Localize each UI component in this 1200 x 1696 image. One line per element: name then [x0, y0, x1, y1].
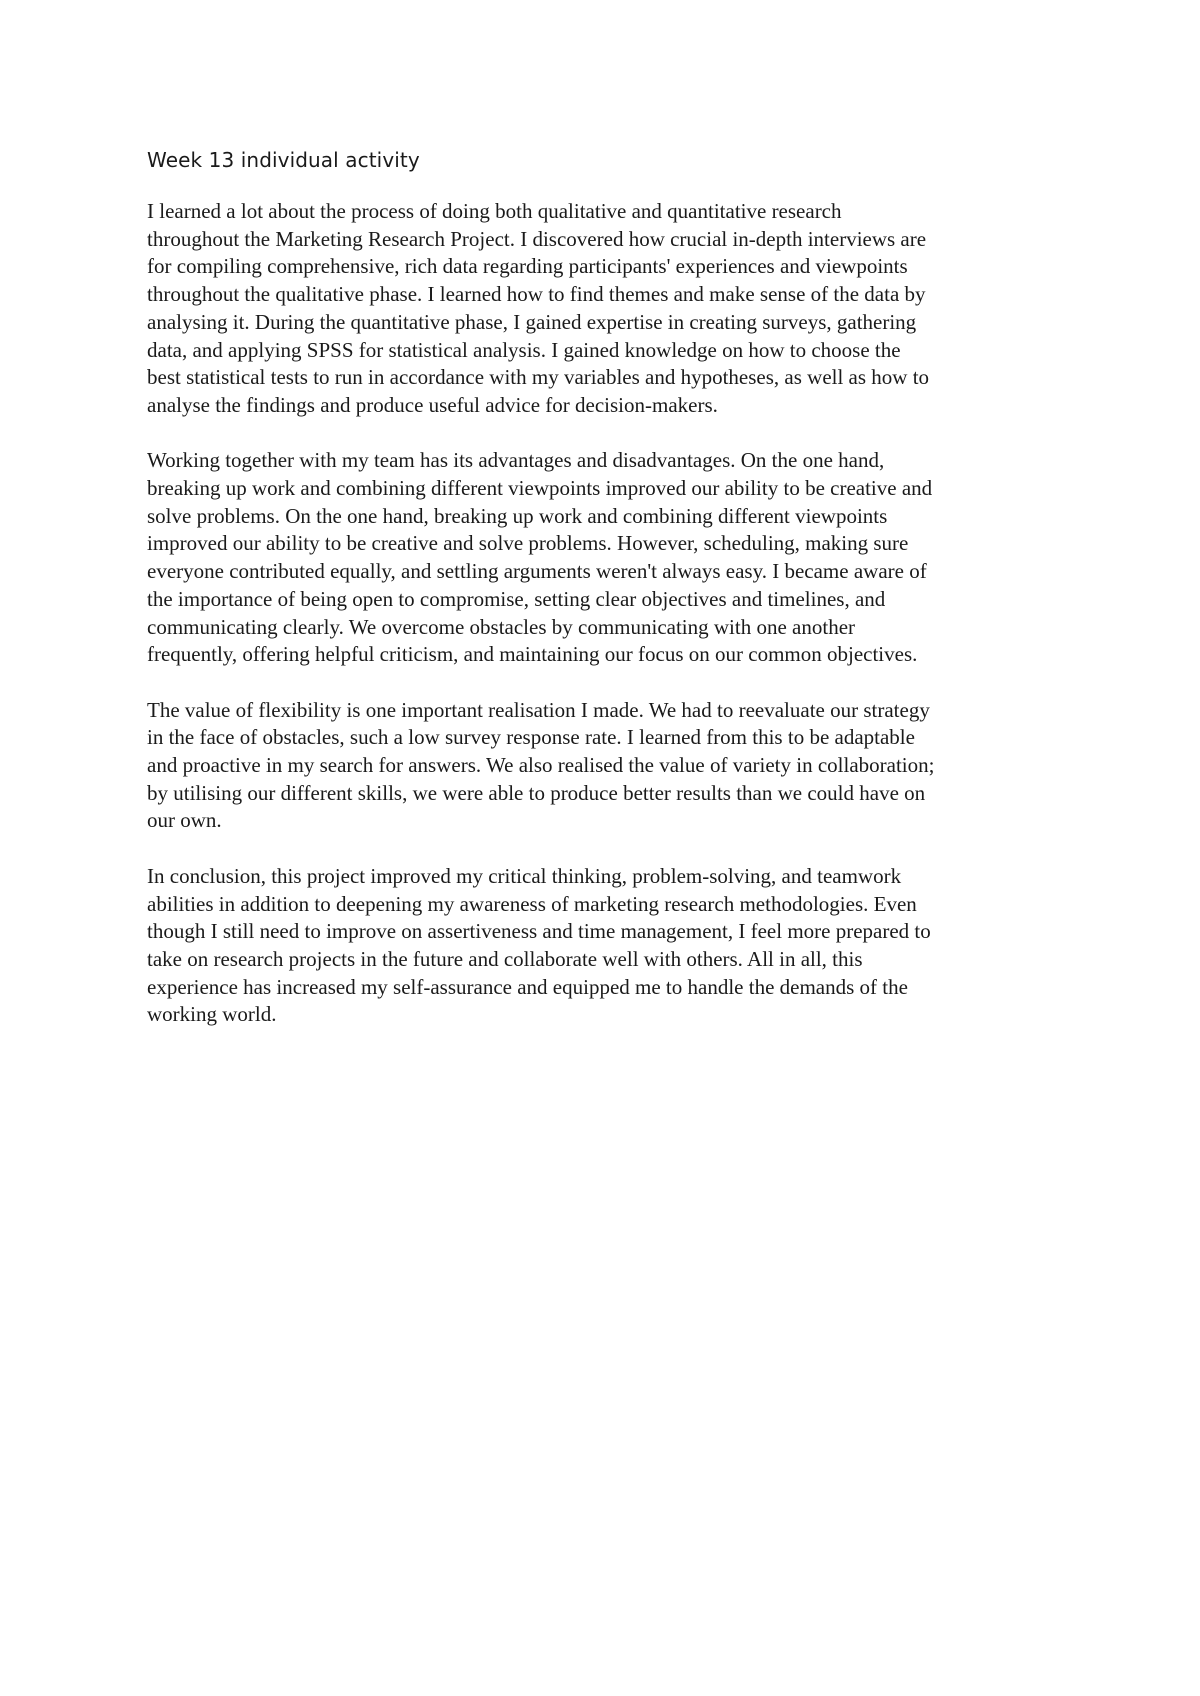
- text-line: for compiling comprehensive, rich data regarding participants' experiences and viewpoints: [147, 254, 908, 279]
- text-line: by utilising our different skills, we were able to produce better results than we could have on: [147, 780, 926, 805]
- text-line: experience has increased my self-assurance and equipped me to handle the demands of the: [147, 974, 908, 999]
- text-line: In conclusion, this project improved my critical thinking, problem-solving, and teamwork: [147, 863, 902, 888]
- text-line: and proactive in my search for answers. We also realised the value of variety in collaboration;: [147, 753, 935, 778]
- paragraph-flexibility: [147, 697, 1067, 836]
- text-line: analysing it. During the quantitative phase, I gained expertise in creating surveys, gathering: [147, 309, 917, 334]
- paragraph-conclusion: [147, 863, 1067, 1029]
- text-line: everyone contributed equally, and settling arguments weren't always easy. I became aware of: [147, 559, 927, 584]
- text-line: I learned a lot about the process of doing both qualitative and quantitative research: [147, 199, 842, 223]
- document-content: [147, 146, 1067, 1057]
- text-line: communicating clearly. We overcome obstacles by communicating with one another: [147, 614, 856, 639]
- text-line: abilities in addition to deepening my awareness of marketing research methodologies. Even: [147, 891, 917, 916]
- text-line: in the face of obstacles, such a low survey response rate. I learned from this to be adaptable: [147, 725, 915, 750]
- text-line: data, and applying SPSS for statistical analysis. I gained knowledge on how to choose the: [147, 337, 901, 362]
- text-line: improved our ability to be creative and solve problems. However, scheduling, making sure: [147, 531, 909, 556]
- text-line: though I still need to improve on assertiveness and time management, I feel more prepared to: [147, 919, 931, 944]
- text-line: best statistical tests to run in accordance with my variables and hypotheses, as well as how to: [147, 365, 930, 390]
- document-title: Week 13 individual activity: [147, 148, 420, 172]
- text-line: solve problems. On the one hand, breaking up work and combining different viewpoints: [147, 503, 888, 528]
- text-line: working world.: [147, 1002, 277, 1027]
- text-line: Working together with my team has its advantages and disadvantages. On the one hand,: [147, 448, 885, 473]
- text-line: throughout the qualitative phase. I learned how to find themes and make sense of the data by: [147, 282, 926, 307]
- text-line: breaking up work and combining different viewpoints improved our ability to be creative and: [147, 476, 933, 501]
- text-line: take on research projects in the future and collaborate well with others. All in all, this: [147, 946, 863, 971]
- paragraph-learning: [147, 198, 1067, 420]
- text-line: our own.: [147, 808, 222, 833]
- text-line: throughout the Marketing Research Project. I discovered how crucial in-depth interviews are: [147, 226, 927, 251]
- text-line: analyse the findings and produce useful advice for decision-makers.: [147, 392, 718, 417]
- paragraph-teamwork: [147, 447, 1067, 669]
- text-line: The value of flexibility is one important realisation I made. We had to reevaluate our strategy: [147, 697, 930, 722]
- text-line: the importance of being open to compromise, setting clear objectives and timelines, and: [147, 586, 886, 611]
- text-line: frequently, offering helpful criticism, and maintaining our focus on our common objectives.: [147, 642, 918, 667]
